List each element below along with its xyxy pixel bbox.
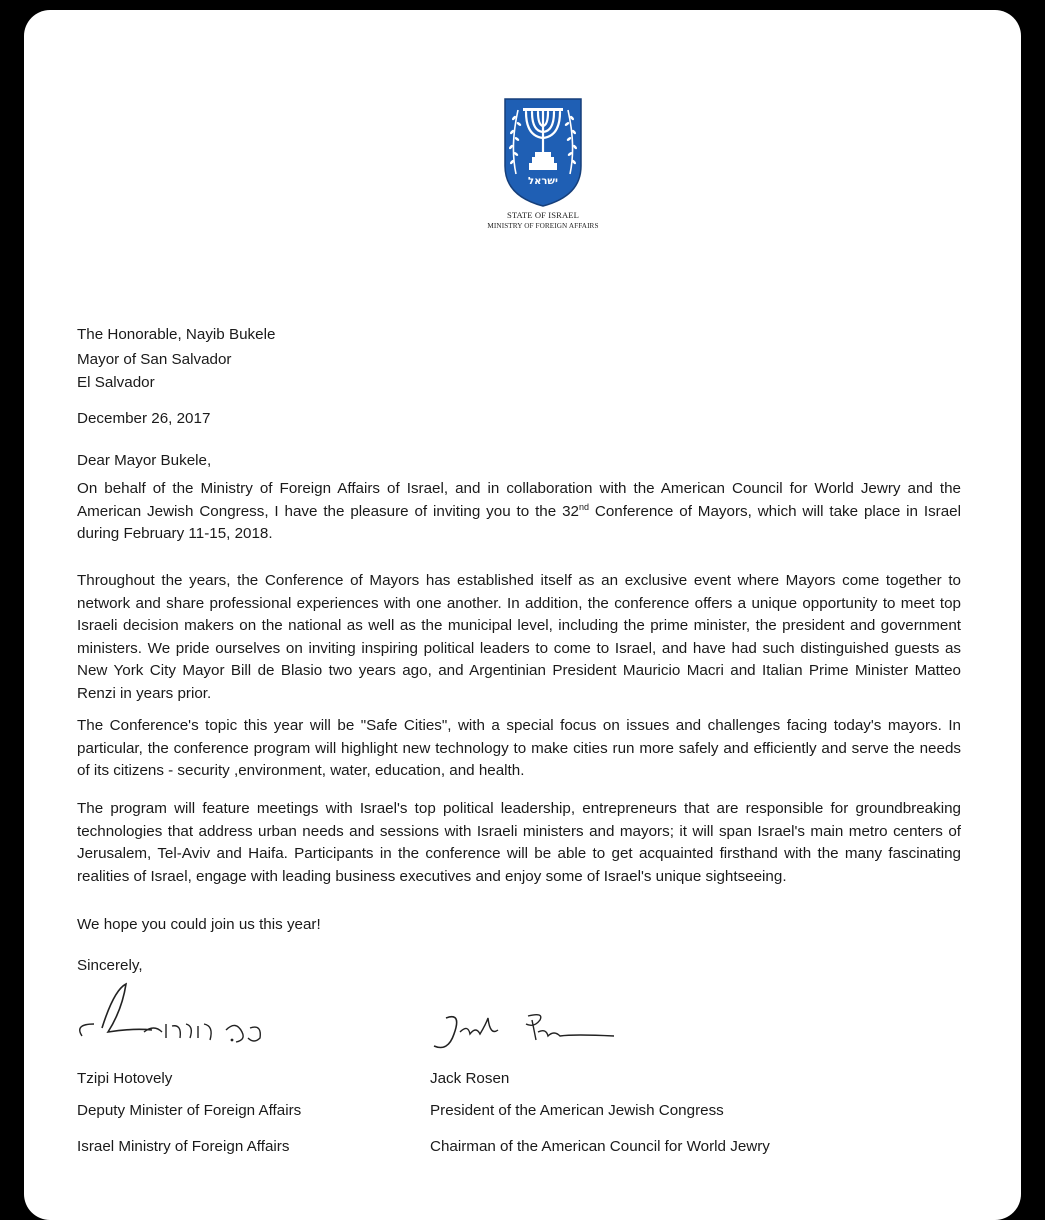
- letter-card: [24, 10, 1021, 1220]
- closing-sincerely: Sincerely,: [77, 957, 143, 974]
- emblem-hebrew-label: ישראל: [528, 176, 558, 187]
- signatory-right-name: Jack Rosen: [430, 1070, 510, 1087]
- signatory-left-title: Deputy Minister of Foreign Affairs: [77, 1102, 302, 1119]
- letterhead-ministry: [464, 210, 622, 232]
- signatory-right-title: President of the American Jewish Congress: [430, 1102, 724, 1119]
- paragraph-2: Throughout the years, the Conference of Mayors has established itself as an exclusive event where Mayors come together to network and share professional experiences with one another. In addition, the conference offers a unique opportunity to meet top Israeli decision makers on the national as well as the municipal level, including the prime minister, the president and government ministers. We pride ourselves on inviting inspiring political leaders to come to Israel, and have had such distinguished guests as New York City Mayor Bill de Blasio two years ago, and Argentinian President Mauricio Macri and Italian Prime Minister Matteo Renzi in years prior.: [77, 572, 961, 702]
- paragraph-1-text-end: Conference of Mayors, which will take place in Israel during February 11-15, 2018.: [77, 502, 961, 543]
- signatory-right-org: Chairman of the American Council for World Jewry: [430, 1138, 770, 1155]
- recipient-line-2: Mayor of San Salvador: [77, 351, 232, 368]
- recipient-line-3: El Salvador: [77, 374, 155, 391]
- letterhead-state: STATE OF ISRAEL: [507, 210, 579, 220]
- state-emblem-icon: [502, 96, 584, 208]
- paragraph-4: The program will feature meetings with Israel's top political leadership, entrepreneurs that are responsible for groundbreaking technologies that address urban needs and sessions with Israeli ministers and mayors; it will span Israel's main metro centers of Jerusalem, Tel-Aviv and Haifa. Participants in the conference will be able to get acquainted firsthand with the many fascinating realities of Israel, engage with leading business executives and enjoy some of Israel's unique sightseeing.: [77, 800, 961, 885]
- paragraph-3: The Conference's topic this year will be "Safe Cities", with a special focus on issues and challenges facing today's mayors. In particular, the conference program will highlight new technology to make cities run more safely and efficiently and serve the needs of its citizens - security ,environment, water, education, and health.: [77, 717, 961, 780]
- paragraph-1: [77, 478, 961, 546]
- paragraph-1-text: On behalf of the Ministry of Foreign Affairs of Israel, and in collaboration with the American Council for World Jewry and the American Jewish Congress, I have the pleasure of inviting you to the 32: [77, 480, 961, 520]
- signature-right: [424, 1006, 654, 1066]
- closing-hope: We hope you could join us this year!: [77, 916, 321, 933]
- recipient-line-1: The Honorable, Nayib Bukele: [77, 326, 276, 343]
- salutation: Dear Mayor Bukele,: [77, 452, 212, 469]
- ordinal-suffix: nd: [578, 501, 589, 512]
- signature-left: [64, 980, 274, 1060]
- signatory-left-org: Israel Ministry of Foreign Affairs: [77, 1138, 290, 1155]
- letter-date: December 26, 2017: [77, 410, 211, 427]
- letterhead-ministry-name: MINISTRY OF FOREIGN AFFAIRS: [487, 222, 599, 230]
- signatory-left-name: Tzipi Hotovely: [77, 1070, 173, 1087]
